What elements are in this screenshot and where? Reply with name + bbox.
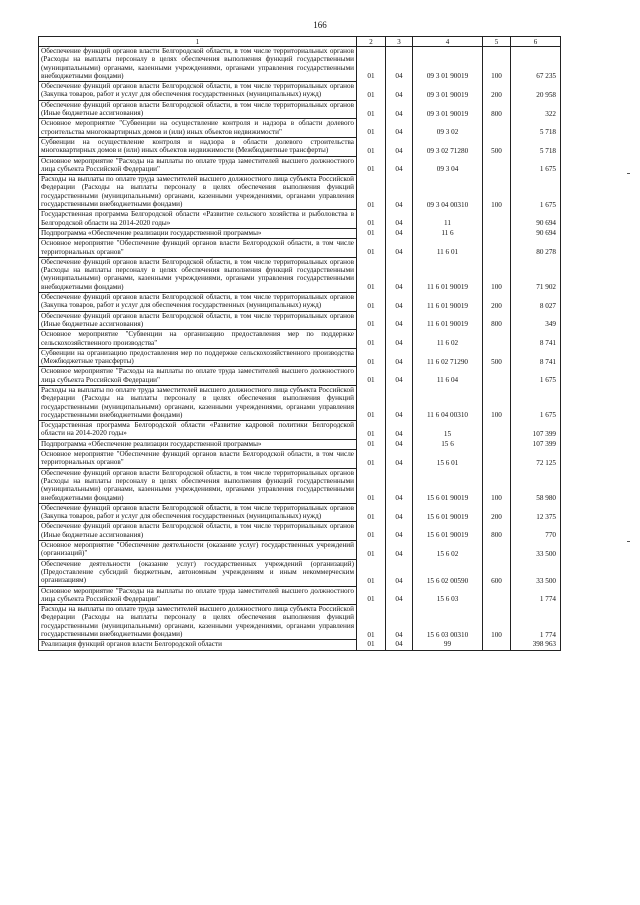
cell-name: Государственная программа Белгородской области «Развитие сельского хозяйства и рыболовства в Белгородской области на 2014-2020 годы» <box>39 210 357 229</box>
page-number: 166 <box>313 20 327 30</box>
cell-section: 01 <box>357 450 386 469</box>
cell-expense-type <box>483 330 511 349</box>
cell-section: 01 <box>357 541 386 560</box>
cell-section: 01 <box>357 156 386 175</box>
cell-target-article: 15 6 01 90019 <box>413 468 483 503</box>
cell-amount: 1 774 <box>511 586 561 605</box>
cell-name: Обеспечение функций органов власти Белгородской области, в том числе территориальных органов (Закупка товаров, работ и услуг для обеспечения государственных (муниципальных) нужд) <box>39 503 357 522</box>
cell-expense-type: 100 <box>483 47 511 82</box>
cell-subsection: 04 <box>386 137 413 156</box>
cell-section: 01 <box>357 605 386 640</box>
cell-target-article: 15 6 01 <box>413 450 483 469</box>
cell-section: 01 <box>357 100 386 119</box>
cell-subsection: 04 <box>386 311 413 330</box>
cell-target-article: 11 6 02 71290 <box>413 348 483 367</box>
cell-expense-type <box>483 228 511 238</box>
cell-section: 01 <box>357 311 386 330</box>
cell-amount: 12 375 <box>511 503 561 522</box>
cell-subsection: 04 <box>386 385 413 420</box>
cell-subsection: 04 <box>386 367 413 386</box>
cell-name: Расходы на выплаты по оплате труда заместителей высшего должностного лица субъекта Российской Федерации (Расходы на выплаты персоналу в целях обеспечения выполнения функций государственными (муниципальными) органами, казенными учреждениями, органами управления государственными внебюджетными фондами) <box>39 175 357 210</box>
cell-target-article: 09 3 04 00310 <box>413 175 483 210</box>
cell-amount: 107 399 <box>511 421 561 440</box>
cell-amount: 80 278 <box>511 239 561 258</box>
cell-name: Основное мероприятие "Расходы на выплаты по оплате труда заместителей высшего должностного лица субъекта Российской Федерации" <box>39 367 357 386</box>
cell-section: 01 <box>357 293 386 312</box>
cell-section: 01 <box>357 348 386 367</box>
cell-name: Основное мероприятие "Субвенции на осуществление контроля и надзора в области долевого строительства многоквартирных домов и (или) иных объектов недвижимости" <box>39 119 357 138</box>
cell-target-article: 15 6 02 <box>413 541 483 560</box>
cell-section: 01 <box>357 137 386 156</box>
cell-target-article: 11 <box>413 210 483 229</box>
cell-expense-type: 600 <box>483 559 511 586</box>
header-col-1: 1 <box>39 37 357 47</box>
cell-section: 01 <box>357 559 386 586</box>
cell-name: Обеспечение функций органов власти Белгородской области, в том числе территориальных органов (Иные бюджетные ассигнования) <box>39 100 357 119</box>
cell-name: Субвенции на осуществление контроля и надзора в области долевого строительства многоквартирных домов и (или) иных объектов недвижимости (Межбюджетные трансферты) <box>39 137 357 156</box>
cell-name: Основное мероприятие "Обеспечение функций органов власти Белгородской области, в том числе территориальных органов" <box>39 239 357 258</box>
cell-subsection: 04 <box>386 47 413 82</box>
cell-amount: 33 500 <box>511 541 561 560</box>
cell-expense-type: 500 <box>483 137 511 156</box>
cell-section: 01 <box>357 210 386 229</box>
cell-target-article: 11 6 01 90019 <box>413 293 483 312</box>
cell-expense-type: 100 <box>483 257 511 292</box>
cell-expense-type: 100 <box>483 385 511 420</box>
cell-target-article: 15 6 <box>413 439 483 449</box>
table-row <box>39 210 561 229</box>
cell-section: 01 <box>357 385 386 420</box>
cell-name: Реализация функций органов власти Белгородской области <box>39 640 357 650</box>
cell-amount: 107 399 <box>511 439 561 449</box>
cell-target-article: 11 6 01 90019 <box>413 257 483 292</box>
scan-mark <box>627 173 630 174</box>
cell-amount: 71 902 <box>511 257 561 292</box>
header-col-2: 2 <box>357 37 386 47</box>
cell-amount: 398 963 <box>511 640 561 650</box>
cell-name: Основное мероприятие "Расходы на выплаты по оплате труда заместителей высшего должностного лица субъекта Российской Федерации" <box>39 156 357 175</box>
cell-name: Расходы на выплаты по оплате труда заместителей высшего должностного лица субъекта Российской Федерации (Расходы на выплаты персоналу в целях обеспечения выполнения функций государственными (муниципальными) органами, казенными учреждениями, органами управления государственными внебюджетными фондами) <box>39 605 357 640</box>
table-row <box>39 367 561 386</box>
cell-name: Государственная программа Белгородской области «Развитие кадровой политики Белгородской области на 2014-2020 годы» <box>39 421 357 440</box>
cell-target-article: 11 6 04 00310 <box>413 385 483 420</box>
cell-expense-type <box>483 439 511 449</box>
cell-amount: 349 <box>511 311 561 330</box>
cell-expense-type <box>483 640 511 650</box>
cell-expense-type <box>483 450 511 469</box>
cell-section: 01 <box>357 82 386 101</box>
table-row <box>39 348 561 367</box>
table-row <box>39 156 561 175</box>
cell-section: 01 <box>357 522 386 541</box>
cell-name: Обеспечение функций органов власти Белгородской области, в том числе территориальных органов (Закупка товаров, работ и услуг для обеспечения государственных (муниципальных) нужд) <box>39 82 357 101</box>
cell-amount: 20 958 <box>511 82 561 101</box>
header-col-5: 5 <box>483 37 511 47</box>
cell-name: Основное мероприятие "Обеспечение деятельности (оказание услуг) государственных учреждений (организаций)" <box>39 541 357 560</box>
cell-expense-type <box>483 421 511 440</box>
cell-expense-type: 100 <box>483 605 511 640</box>
table-header <box>39 37 561 47</box>
cell-expense-type <box>483 367 511 386</box>
cell-amount: 8 741 <box>511 348 561 367</box>
cell-amount: 322 <box>511 100 561 119</box>
table-row <box>39 439 561 449</box>
table-row <box>39 82 561 101</box>
cell-expense-type <box>483 239 511 258</box>
cell-amount: 5 718 <box>511 137 561 156</box>
table-row <box>39 385 561 420</box>
cell-subsection: 04 <box>386 348 413 367</box>
header-col-4: 4 <box>413 37 483 47</box>
cell-section: 01 <box>357 228 386 238</box>
cell-subsection: 04 <box>386 439 413 449</box>
cell-expense-type <box>483 586 511 605</box>
cell-expense-type: 200 <box>483 82 511 101</box>
cell-amount: 90 694 <box>511 228 561 238</box>
table-row <box>39 239 561 258</box>
table-body <box>39 47 561 651</box>
cell-amount: 58 980 <box>511 468 561 503</box>
cell-expense-type: 100 <box>483 468 511 503</box>
cell-amount: 770 <box>511 522 561 541</box>
cell-expense-type <box>483 210 511 229</box>
cell-section: 01 <box>357 439 386 449</box>
table-row <box>39 137 561 156</box>
cell-target-article: 15 6 03 00310 <box>413 605 483 640</box>
cell-target-article: 11 6 <box>413 228 483 238</box>
table-row <box>39 468 561 503</box>
cell-subsection: 04 <box>386 450 413 469</box>
cell-amount: 1 675 <box>511 175 561 210</box>
table-row <box>39 503 561 522</box>
cell-amount: 8 741 <box>511 330 561 349</box>
cell-section: 01 <box>357 367 386 386</box>
table-row <box>39 175 561 210</box>
table-row <box>39 559 561 586</box>
scan-mark <box>627 541 630 542</box>
cell-target-article: 15 6 03 <box>413 586 483 605</box>
cell-amount: 1 675 <box>511 156 561 175</box>
cell-expense-type: 200 <box>483 293 511 312</box>
cell-section: 01 <box>357 421 386 440</box>
cell-subsection: 04 <box>386 559 413 586</box>
cell-section: 01 <box>357 175 386 210</box>
table-row <box>39 119 561 138</box>
cell-section: 01 <box>357 47 386 82</box>
cell-section: 01 <box>357 257 386 292</box>
cell-amount: 8 027 <box>511 293 561 312</box>
cell-target-article: 11 6 04 <box>413 367 483 386</box>
cell-target-article: 09 3 02 <box>413 119 483 138</box>
header-col-3: 3 <box>386 37 413 47</box>
table-row <box>39 605 561 640</box>
cell-name: Основное мероприятие "Обеспечение функций органов власти Белгородской области, в том числе территориальных органов" <box>39 450 357 469</box>
cell-amount: 72 125 <box>511 450 561 469</box>
table-row <box>39 100 561 119</box>
cell-section: 01 <box>357 640 386 650</box>
cell-expense-type: 800 <box>483 100 511 119</box>
cell-amount: 1 675 <box>511 367 561 386</box>
cell-section: 01 <box>357 586 386 605</box>
cell-expense-type: 100 <box>483 175 511 210</box>
cell-name: Подпрограмма «Обеспечение реализации государственной программы» <box>39 228 357 238</box>
table-row <box>39 330 561 349</box>
header-col-6: 6 <box>511 37 561 47</box>
cell-subsection: 04 <box>386 156 413 175</box>
table-row <box>39 541 561 560</box>
cell-name: Обеспечение деятельности (оказание услуг) государственных учреждений (организаций) (Предоставление субсидий бюджетным, автономным учреждениям и иным некоммерческим организациям) <box>39 559 357 586</box>
cell-target-article: 15 6 02 00590 <box>413 559 483 586</box>
cell-subsection: 04 <box>386 257 413 292</box>
table-row <box>39 450 561 469</box>
cell-subsection: 04 <box>386 541 413 560</box>
cell-subsection: 04 <box>386 468 413 503</box>
cell-name: Обеспечение функций органов власти Белгородской области, в том числе территориальных органов (Иные бюджетные ассигнования) <box>39 522 357 541</box>
cell-name: Обеспечение функций органов власти Белгородской области, в том числе территориальных органов (Иные бюджетные ассигнования) <box>39 311 357 330</box>
cell-name: Обеспечение функций органов власти Белгородской области, в том числе территориальных органов (Расходы на выплаты персоналу в целях обеспечения выполнения функций государственными (муниципальными) органами, казенными учреждениями, органами управления государственными внебюджетными фондами) <box>39 257 357 292</box>
cell-target-article: 09 3 02 71280 <box>413 137 483 156</box>
cell-amount: 5 718 <box>511 119 561 138</box>
table-row <box>39 228 561 238</box>
cell-section: 01 <box>357 119 386 138</box>
cell-target-article: 09 3 01 90019 <box>413 100 483 119</box>
cell-subsection: 04 <box>386 119 413 138</box>
cell-section: 01 <box>357 503 386 522</box>
cell-expense-type <box>483 119 511 138</box>
cell-amount: 67 235 <box>511 47 561 82</box>
table-row <box>39 257 561 292</box>
cell-target-article: 09 3 04 <box>413 156 483 175</box>
cell-target-article: 11 6 01 90019 <box>413 311 483 330</box>
cell-target-article: 11 6 01 <box>413 239 483 258</box>
cell-subsection: 04 <box>386 421 413 440</box>
cell-expense-type: 500 <box>483 348 511 367</box>
cell-subsection: 04 <box>386 503 413 522</box>
cell-expense-type <box>483 156 511 175</box>
cell-name: Обеспечение функций органов власти Белгородской области, в том числе территориальных органов (Расходы на выплаты персоналу в целях обеспечения выполнения функций государственными (муниципальными) органами, казенными учреждениями, органами управления государственными внебюджетными фондами) <box>39 468 357 503</box>
cell-target-article: 11 6 02 <box>413 330 483 349</box>
cell-expense-type: 200 <box>483 503 511 522</box>
cell-name: Расходы на выплаты по оплате труда заместителей высшего должностного лица субъекта Российской Федерации (Расходы на выплаты персоналу в целях обеспечения выполнения функций государственными (муниципальными) органами, казенными учреждениями, органами управления государственными внебюджетными фондами) <box>39 385 357 420</box>
cell-name: Обеспечение функций органов власти Белгородской области, в том числе территориальных органов (Расходы на выплаты персоналу в целях обеспечения выполнения функций государственными (муниципальными) органами, казенными учреждениями, органами управления государственными внебюджетными фондами) <box>39 47 357 82</box>
cell-subsection: 04 <box>386 640 413 650</box>
cell-subsection: 04 <box>386 330 413 349</box>
table-row <box>39 586 561 605</box>
cell-amount: 33 500 <box>511 559 561 586</box>
cell-subsection: 04 <box>386 522 413 541</box>
cell-target-article: 15 6 01 90019 <box>413 503 483 522</box>
cell-subsection: 04 <box>386 228 413 238</box>
cell-subsection: 04 <box>386 293 413 312</box>
cell-name: Субвенции на организацию предоставления мер по поддержке сельскохозяйственного производства (Межбюджетные трансферты) <box>39 348 357 367</box>
cell-target-article: 15 6 01 90019 <box>413 522 483 541</box>
cell-section: 01 <box>357 330 386 349</box>
cell-target-article: 99 <box>413 640 483 650</box>
table-row <box>39 293 561 312</box>
cell-target-article: 09 3 01 90019 <box>413 82 483 101</box>
table-row <box>39 421 561 440</box>
budget-table <box>38 36 561 651</box>
cell-subsection: 04 <box>386 82 413 101</box>
table-row <box>39 311 561 330</box>
cell-name: Обеспечение функций органов власти Белгородской области, в том числе территориальных органов (Закупка товаров, работ и услуг для обеспечения государственных (муниципальных) нужд) <box>39 293 357 312</box>
table-row <box>39 47 561 82</box>
cell-expense-type <box>483 541 511 560</box>
cell-section: 01 <box>357 468 386 503</box>
cell-subsection: 04 <box>386 586 413 605</box>
cell-expense-type: 800 <box>483 311 511 330</box>
cell-name: Подпрограмма «Обеспечение реализации государственной программы» <box>39 439 357 449</box>
cell-subsection: 04 <box>386 210 413 229</box>
cell-amount: 90 694 <box>511 210 561 229</box>
cell-subsection: 04 <box>386 175 413 210</box>
cell-target-article: 15 <box>413 421 483 440</box>
cell-target-article: 09 3 01 90019 <box>413 47 483 82</box>
cell-subsection: 04 <box>386 100 413 119</box>
cell-amount: 1 774 <box>511 605 561 640</box>
cell-subsection: 04 <box>386 239 413 258</box>
cell-name: Основное мероприятие "Расходы на выплаты по оплате труда заместителей высшего должностного лица субъекта Российской Федерации" <box>39 586 357 605</box>
cell-subsection: 04 <box>386 605 413 640</box>
table-row <box>39 640 561 650</box>
cell-expense-type: 800 <box>483 522 511 541</box>
cell-name: Основное мероприятие "Субвенции на организацию предоставления мер по поддержке сельскохозяйственного производства" <box>39 330 357 349</box>
cell-section: 01 <box>357 239 386 258</box>
table-row <box>39 522 561 541</box>
cell-amount: 1 675 <box>511 385 561 420</box>
